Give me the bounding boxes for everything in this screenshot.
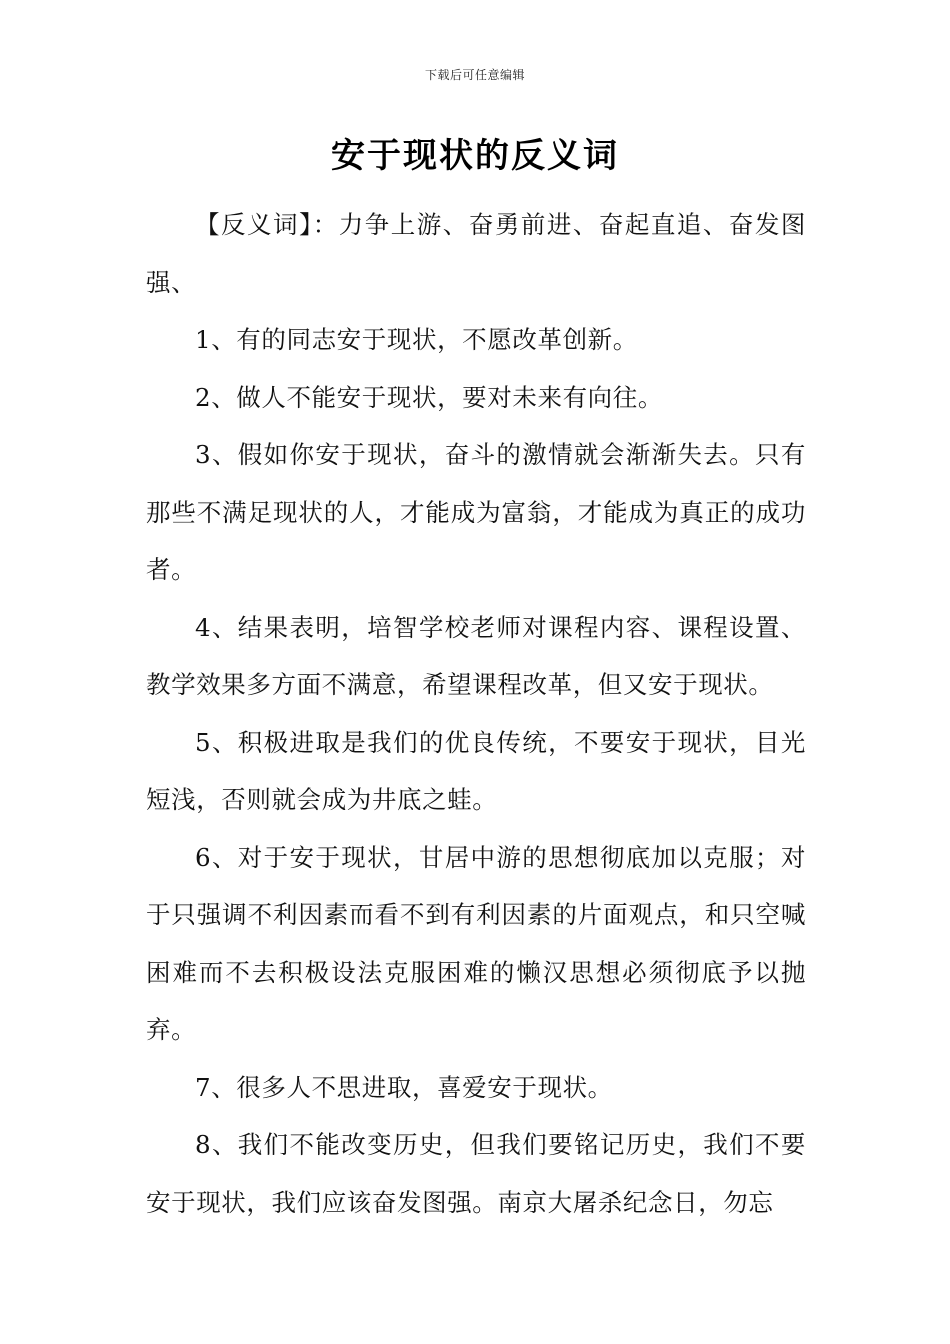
document-body xyxy=(146,196,806,1231)
header-note: 下载后可任意编辑 xyxy=(424,68,525,82)
paragraph-example-7: 7、很多人不思进取，喜爱安于现状。 xyxy=(195,1072,613,1102)
paragraph-example-8: 8、我们不能改变历史，但我们要铭记历史，我们不要安于现状，我们应该奋发图强。南京大屠杀纪念日，勿忘 xyxy=(146,1130,806,1217)
paragraph-antonyms: 【反义词】：力争上游、奋勇前进、奋起直追、奋发图强、 xyxy=(146,210,806,297)
paragraph-example-2: 2、做人不能安于现状，要对未来有向往。 xyxy=(195,382,663,412)
paragraph-example-6: 6、对于安于现状，甘居中游的思想彻底加以克服；对于只强调不利因素而看不到有利因素的片面观点，和只空喊困难而不去积极设法克服困难的懒汉思想必须彻底予以抛弃。 xyxy=(146,842,806,1044)
paragraph-example-3: 3、假如你安于现状，奋斗的激情就会渐渐失去。只有那些不满足现状的人，才能成为富翁，才能成为真正的成功者。 xyxy=(146,440,806,584)
page-title: 安于现状的反义词 xyxy=(331,136,619,176)
paragraph-example-5: 5、积极进取是我们的优良传统，不要安于现状，目光短浅，否则就会成为井底之蛙。 xyxy=(146,727,806,814)
paragraph-example-1: 1、有的同志安于现状，不愿改革创新。 xyxy=(195,325,638,354)
paragraph-example-4: 4、结果表明，培智学校老师对课程内容、课程设置、教学效果多方面不满意，希望课程改革，但又安于现状。 xyxy=(146,612,806,699)
